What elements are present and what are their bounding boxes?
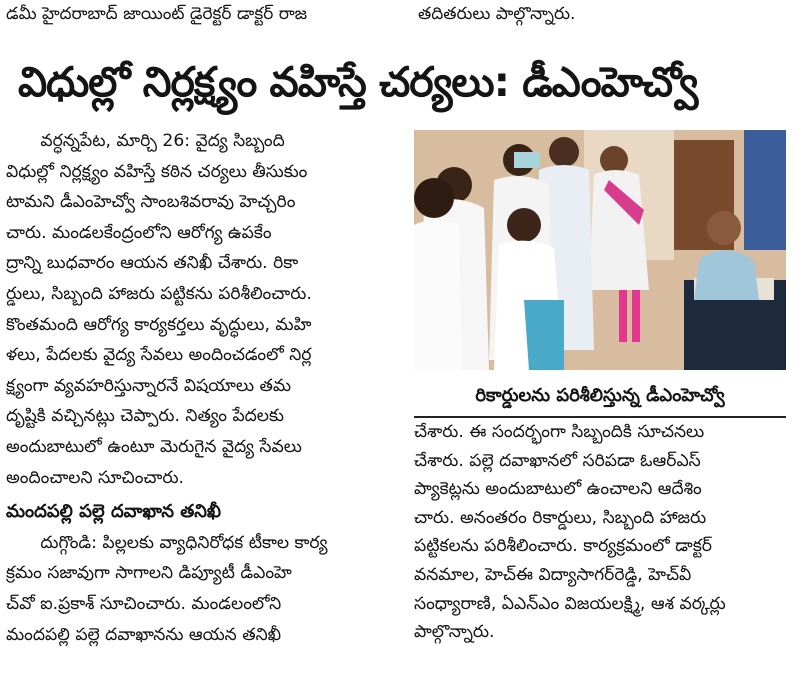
body-line: క్రమం సజావుగా సాగాలని డిప్యూటీ డీఎంహె [6, 563, 292, 584]
body-line: సంధ్యారాణి, ఏఎన్ఎం విజయలక్ష్మి, ఆశ వర్కర్లు [414, 593, 726, 614]
body-line: ప్యాకెట్లను అందుబాటులో ఉంచాలని ఆదేశిం [414, 479, 702, 500]
body-line: క్ష్యంగా వ్యవహరిస్తున్నారనే విషయాలు తమ [6, 375, 292, 396]
body-line: ళలు, పేదలకు వైద్య సేవలు అందించడంలో నిర్ల [6, 345, 312, 366]
continued-text-right: తదితరులు పాల్గొన్నారు. [418, 4, 576, 24]
body-line: కొంతమంది ఆరోగ్య కార్యకర్తలు వృద్ధులు, మహి [6, 314, 312, 335]
photo-illustration [414, 130, 786, 370]
body-line: చేశారు. ఈ సందర్భంగా సిబ్బందికి సూచనలు [414, 422, 705, 442]
body-line: టామని డీఎంహెచ్వో సాంబశివరావు హెచ్చరిం [6, 192, 296, 213]
body-line: వనమాల, హెచ్ఈ విద్యాసాగర్‌రెడ్డి, హెచ్‌వీ [414, 564, 692, 585]
body-line: మందపల్లి పల్లె దవాఖానను ఆయన తనిఖీ [6, 624, 282, 645]
body-line: చేశారు. పల్లె దవాఖానలో సరిపడా ఓఆర్ఎస్ [414, 450, 701, 471]
body-line: దృష్టికి వచ్చినట్లు చెప్పారు. నిత్యం పేదలకు [6, 406, 284, 427]
article-headline: విధుల్లో నిర్లక్ష్యం వహిస్తే చర్యలు: డీఎంహెచ్వో [18, 58, 698, 106]
continued-text-left: డమీ హైదరాబాద్ జాయింట్ డైరెక్టర్ డాక్టర్ రాజ [6, 4, 308, 24]
article-body-right [414, 418, 789, 647]
photo-caption: రికార్డులను పరిశీలిస్తున్న డీఎంహెచ్వో [414, 376, 786, 418]
body-line: చారు. మండలకేంద్రంలోని ఆరోగ్య ఉపకేం [6, 222, 272, 243]
sub-headline: మందపల్లి పల్లె దవాఖాన తనిఖీ [6, 501, 222, 523]
article-photo [414, 130, 786, 370]
body-line: ర్డులు, సిబ్బంది హాజరు పట్టికను పరిశీలించారు. [6, 283, 312, 304]
body-line: దుగ్గొండి: పిల్లలకు వ్యాధినిరోధక టీకాల కార్య [40, 532, 328, 553]
body-line: వర్ధన్నపేట, మార్చి 26: వైద్య సిబ్బంది [40, 131, 285, 151]
article-body-left [6, 126, 398, 650]
body-line: ద్రాన్ని బుధవారం ఆయన తనిఖీ చేశారు. రికా [6, 253, 299, 274]
body-line: విధుల్లో నిర్లక్ష్యం వహిస్తే కఠిన చర్యలు తీసుకుం [6, 161, 308, 182]
body-line: పట్టికలను పరిశీలించారు. కార్యక్రమంలో డాక్టర్ [414, 536, 712, 557]
body-line: చారు. అనంతరం రికార్డులు, సిబ్బంది హాజరు [414, 507, 707, 528]
body-line: చ్‌వో ఐ.ప్రకాశ్ సూచించారు. మండలంలోని [6, 593, 282, 614]
body-line: అందించాలని సూచించారు. [6, 467, 184, 488]
body-line: అందుబాటులో ఉంటూ మెరుగైన వైద్య సేవలు [6, 436, 302, 457]
body-line: పాల్గొన్నారు. [414, 622, 495, 643]
